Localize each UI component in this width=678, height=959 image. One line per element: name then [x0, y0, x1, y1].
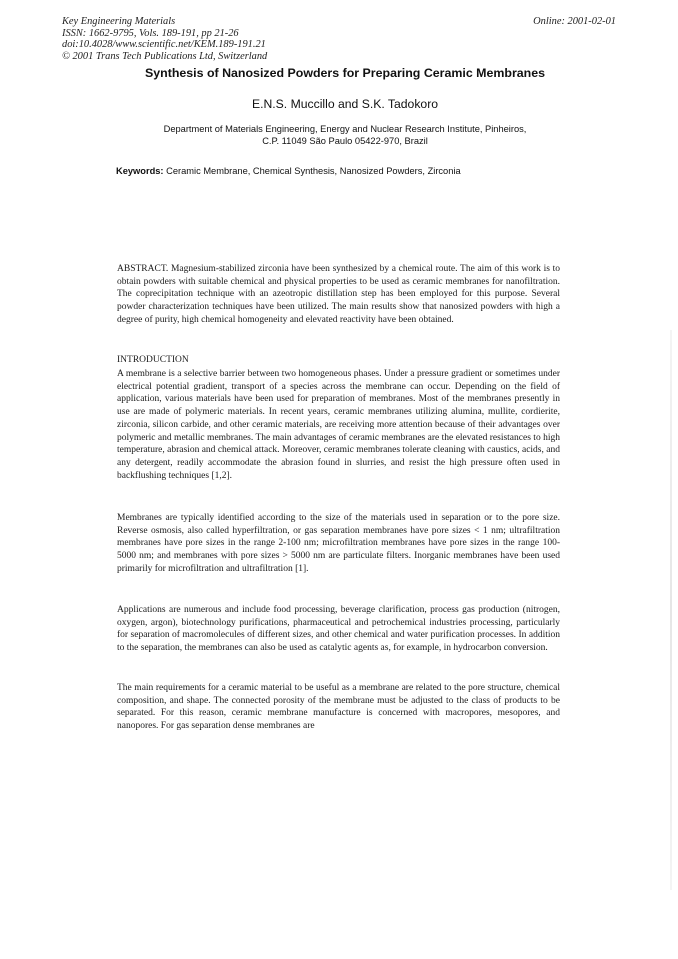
- copyright-line: © 2001 Trans Tech Publications Ltd, Switzerland: [62, 50, 268, 62]
- keywords-label: Keywords:: [116, 166, 164, 176]
- affiliation-line-1: Department of Materials Engineering, Energy and Nuclear Research Institute, Pinheiros,: [163, 124, 527, 134]
- journal-header: [62, 16, 267, 62]
- introduction-paragraph-1: A membrane is a selective barrier between two homogeneous phases. Under a pressure gradient or sometimes under electrical potential gradient, transport of a species across the membrane can occur. Depending on the field of application, various materials have been used for preparation of membranes. Most of the membranes presently in use are made of polymeric materials. In recent years, ceramic membranes utilizing alumina, mullite, cordierite, zirconia, silicon carbide, and other ceramic materials, are receiving more attention because of their advantages over polymeric and metallic membranes. The main advantages of ceramic membranes are the elevated resistances to high temperature, abrasion and chemical attack. Moreover, ceramic membranes tolerate cleaning with caustics, acids, and any detergent, readily accommodate the abrasion found in slurries, and resist the high pressure often used in backflushing techniques [1,2].: [117, 369, 560, 481]
- online-date: Online: 2001-02-01: [533, 16, 616, 27]
- introduction-heading: INTRODUCTION: [117, 355, 189, 365]
- introduction-paragraph-2: Membranes are typically identified according to the size of the materials used in separation or to the pore size. Reverse osmosis, also called hyperfiltration, or gas separation membranes have pore sizes < 1 nm; ultrafiltration membranes have pore sizes in the range 2-100 nm; microfiltration membranes have pore sizes in the range 100-5000 nm; and membranes with pore sizes > 5000 nm are particulate filters. Inorganic membranes have been used primarily for microfiltration and ultrafiltration [1].: [117, 513, 560, 574]
- doi-link[interactable]: doi:10.4028/www.scientific.net/KEM.189-191.21: [62, 39, 266, 51]
- introduction-paragraph-4: The main requirements for a ceramic material to be useful as a membrane are related to the pore structure, chemical composition, and shape. The connected porosity of the membrane must be adjusted to the class of products to be separated. For this reason, ceramic membrane manufacture is concerned with macropores, mesopores, and nanopores. For gas separation dense membranes are: [117, 683, 560, 732]
- abstract-paragraph: ABSTRACT. Magnesium-stabilized zirconia have been synthesized by a chemical route. The aim of this work is to obtain powders with suitable chemical and physical properties to be used as ceramic membranes for nanofiltration. The coprecipitation technique with an azeotropic distillation step has been employed for this purpose. Several powder characterization techniques have been utilized. The main results show that nanosized powders with high a degree of purity, high chemical homogeneity and elevated reactivity have been obtained.: [117, 264, 560, 325]
- scan-edge-shadow: [670, 330, 672, 890]
- author-affiliation: [100, 123, 590, 147]
- paper-title: Synthesis of Nanosized Powders for Preparing Ceramic Membranes: [144, 66, 546, 80]
- affiliation-line-2: C.P. 11049 São Paulo 05422-970, Brazil: [262, 136, 428, 146]
- journal-name: Key Engineering Materials: [62, 16, 176, 27]
- keywords-text: Ceramic Membrane, Chemical Synthesis, Nanosized Powders, Zirconia: [166, 166, 461, 176]
- paper-authors: E.N.S. Muccillo and S.K. Tadokoro: [251, 97, 439, 111]
- keywords-line: [116, 166, 461, 176]
- issn-line: ISSN: 1662-9795, Vols. 189-191, pp 21-26: [62, 27, 239, 39]
- introduction-paragraph-3: Applications are numerous and include food processing, beverage clarification, process gas production (nitrogen, oxygen, argon), biotechnology purifications, pharmaceutical and petrochemical industries processing, particularly for separation of macromolecules of different sizes, and other chemical and water purification processes. In addition to the separation, the membranes can also be used as catalytic agents as, for example, in hydrocarbon conversion.: [117, 605, 560, 654]
